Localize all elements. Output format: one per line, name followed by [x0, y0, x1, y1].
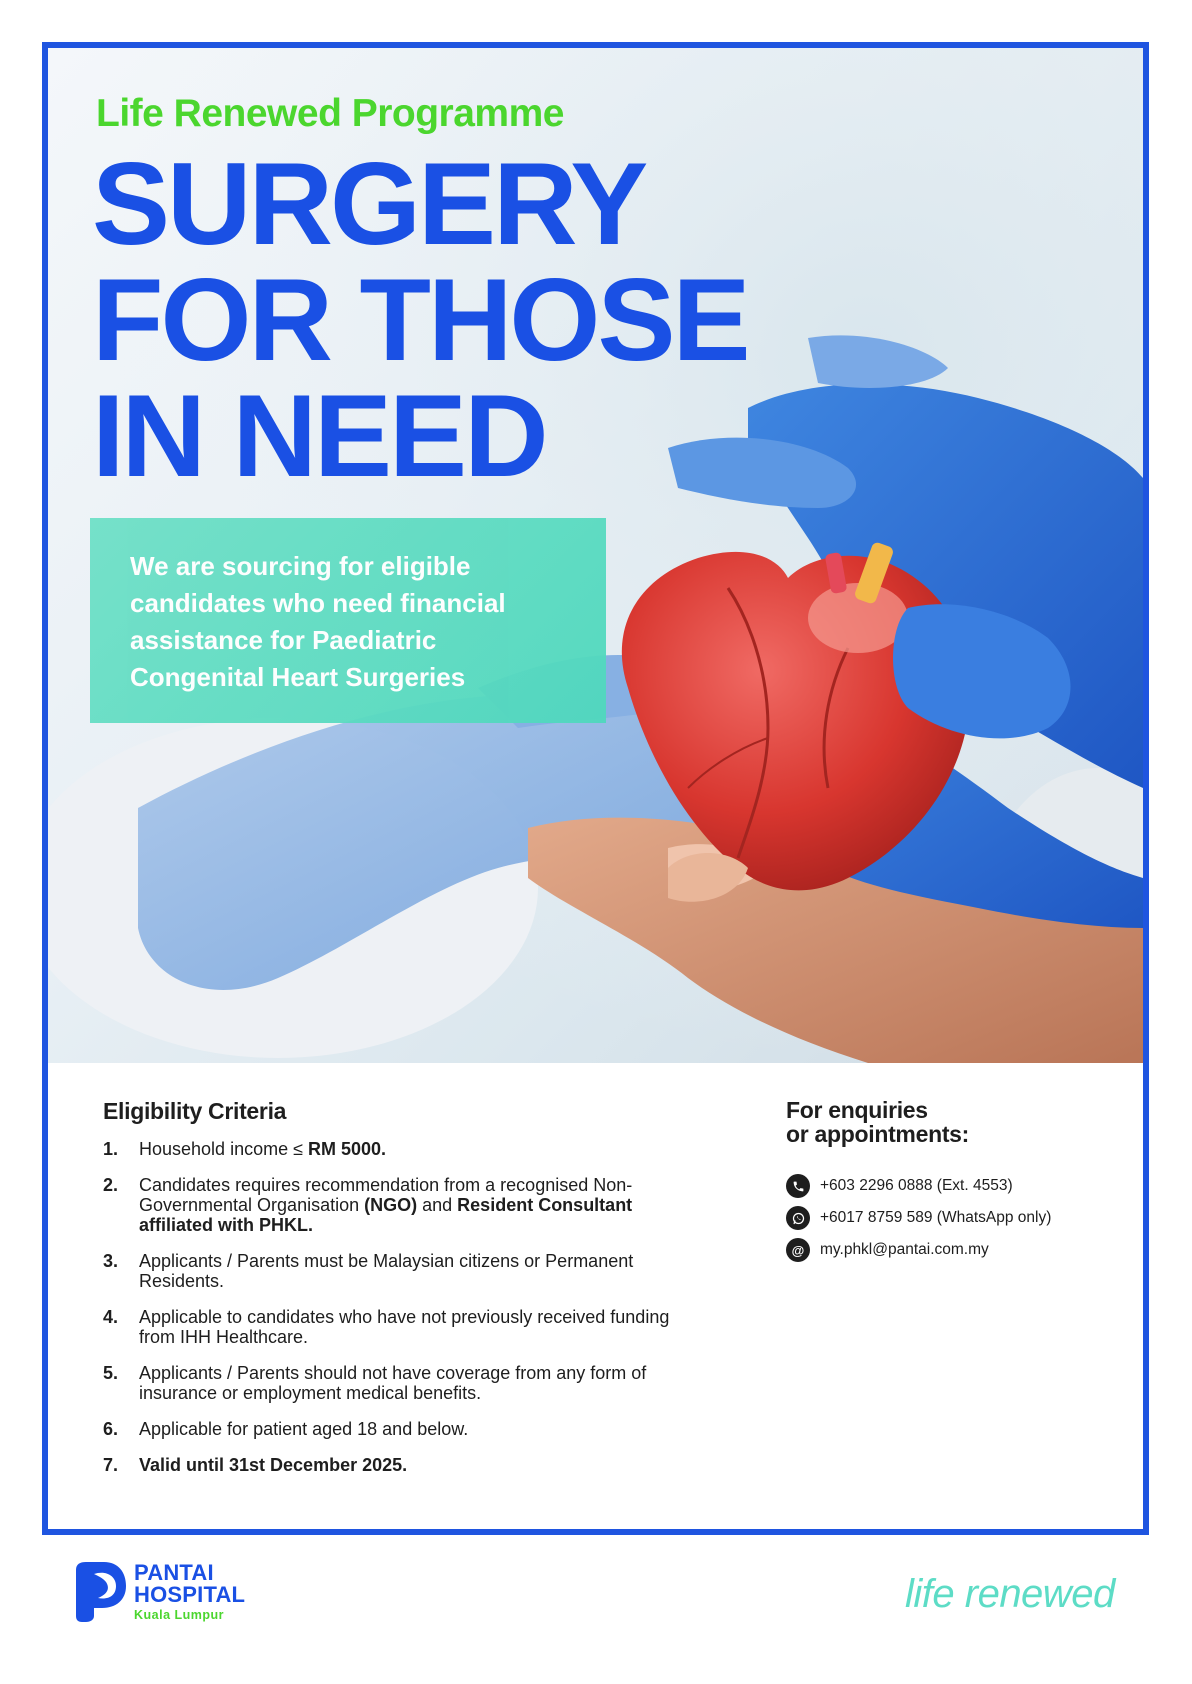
contact-email[interactable] [786, 1238, 1106, 1262]
headline-line-3: IN NEED [92, 370, 546, 501]
criteria-item-6 [103, 1419, 703, 1439]
contact-whatsapp[interactable] [786, 1206, 1106, 1230]
headline-line-2: FOR THOSE [92, 254, 748, 385]
eligibility-heading: Eligibility Criteria [103, 1098, 287, 1124]
criteria-text [139, 1175, 703, 1235]
criteria-item-3 [103, 1251, 703, 1291]
criteria-number: 4. [103, 1307, 119, 1327]
criteria-item-1 [103, 1139, 703, 1159]
criteria-number: 6. [103, 1419, 119, 1439]
hero-section [48, 48, 1143, 1063]
criteria-number: 3. [103, 1251, 119, 1271]
email-address: my.phkl@pantai.com.my [820, 1241, 989, 1258]
criteria-text-part: Household income ≤ [139, 1139, 308, 1159]
contact-phone[interactable] [786, 1174, 1106, 1198]
programme-label: Life Renewed Programme [96, 92, 564, 135]
criteria-text: Applicable to candidates who have not previously received funding from IHH Healthcare. [139, 1307, 670, 1347]
tagline: life renewed [905, 1572, 1115, 1616]
info-line-1: We are sourcing for eligible [130, 551, 471, 581]
criteria-text-bold: Valid until 31st December 2025. [139, 1455, 408, 1475]
criteria-text: Applicable for patient aged 18 and below. [139, 1419, 469, 1439]
phone-icon [786, 1174, 810, 1198]
criteria-number: 1. [103, 1139, 119, 1159]
criteria-item-5 [103, 1363, 703, 1403]
logo-name-line-2: HOSPITAL [134, 1582, 246, 1607]
whatsapp-icon [786, 1206, 810, 1230]
enquiries-section [786, 1098, 1106, 1270]
criteria-text: Applicants / Parents must be Malaysian citizens or Permanent Residents. [139, 1251, 634, 1291]
info-box [90, 518, 606, 723]
poster-frame [42, 42, 1149, 1535]
criteria-text-bold: Resident Consultant affiliated with PHKL. [139, 1195, 633, 1235]
logo-name [134, 1562, 245, 1606]
phone-number: +603 2296 0888 (Ext. 4553) [820, 1177, 1013, 1194]
criteria-text [139, 1455, 703, 1475]
criteria-text [139, 1139, 703, 1159]
headline [92, 138, 748, 501]
logo-location: Kuala Lumpur [134, 1608, 225, 1622]
criteria-list [103, 1139, 703, 1475]
enquiries-heading-line-2: or appointments: [786, 1121, 970, 1147]
criteria-number: 5. [103, 1363, 119, 1383]
criteria-text-bold: RM 5000. [307, 1139, 387, 1159]
email-at-icon: @ [786, 1238, 810, 1262]
whatsapp-number: +6017 8759 589 (WhatsApp only) [820, 1209, 1052, 1226]
criteria-text-part: Candidates requires recommendation from a recognised Non-Governmental Organisation [139, 1175, 633, 1215]
criteria-item-4 [103, 1307, 703, 1347]
criteria-text: Applicants / Parents should not have coverage from any form of insurance or employment medical benefits. [139, 1363, 647, 1403]
enquiries-heading [786, 1098, 1106, 1146]
criteria-number: 7. [103, 1455, 119, 1475]
pantai-logo-mark [70, 1560, 128, 1622]
pantai-hospital-logo [70, 1560, 270, 1630]
logo-name-line-1: PANTAI [134, 1560, 214, 1585]
info-line-4: Congenital Heart Surgeries [130, 662, 466, 692]
criteria-number: 2. [103, 1175, 119, 1195]
info-line-2: candidates who need financial [130, 588, 506, 618]
criteria-text-bold: (NGO) [364, 1195, 418, 1215]
enquiries-heading-line-1: For enquiries [786, 1097, 928, 1123]
info-text [130, 548, 570, 696]
criteria-item-2 [103, 1175, 703, 1235]
eligibility-section [103, 1098, 703, 1491]
info-line-3: assistance for Paediatric [130, 625, 437, 655]
criteria-item-7 [103, 1455, 703, 1475]
criteria-text-part: and [417, 1195, 458, 1215]
headline-line-1: SURGERY [92, 138, 646, 269]
